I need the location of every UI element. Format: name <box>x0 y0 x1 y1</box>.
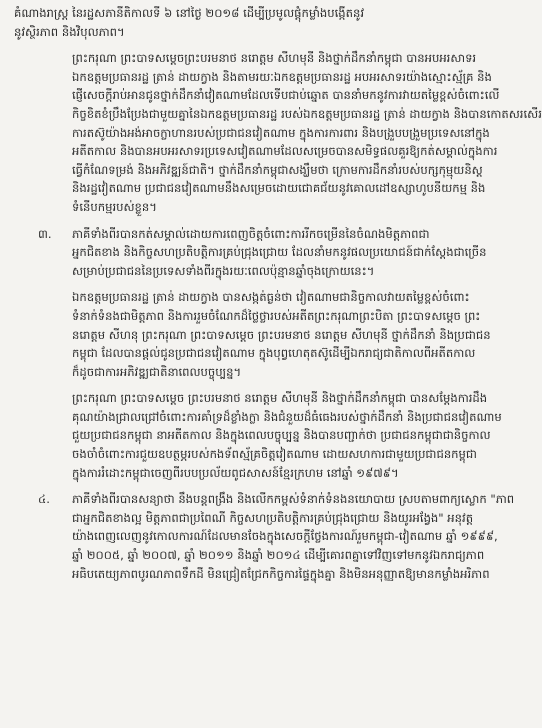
text-line: ក្នុងការរំដោះកម្ពុជាចេញពីរបបប្រល័យពូជសាសន៍ខ្មែរក្រហម នៅឆ្នាំ ១៩៧៩។ <box>72 465 399 480</box>
paragraph-king-congratulations <box>14 49 542 216</box>
paragraph-president-appreciation <box>14 288 491 381</box>
text-line: កម្ពុជា ដែលបានផ្ដល់ជូនប្រជាជនវៀតណាម ក្នុងបុព្វហេតុតស៊ូដើម្បីឯករាជ្យជាតិកាលពីអតីតកាល <box>72 346 476 361</box>
numbered-item-3 <box>14 225 488 281</box>
paragraph-king-gratitude <box>14 389 502 482</box>
text-line: ទំនាក់ទំនងជាមិត្តភាព និងការរួមចំណែកដ៏ថ្លៃថ្លារបស់អតីតព្រះករុណាព្រះបិតា ព្រះបាទសម្ដេច ព្រះ <box>72 308 481 323</box>
text-line: យ៉ាងពេញលេញនូវកោលការណ៍ដែលមានចែងក្នុងសេចក្ដីថ្លែងការណ៍រួមកម្ពុជា-វៀតណាម ឆ្នាំ ១៩៩៩, <box>72 529 498 544</box>
text-line: អ្នកជិតខាង និងកិច្ចសហប្រតិបត្តិការគ្រប់ជ្រុងជ្រោយ ដែលនាំមកនូវផលប្រយោជន៍ជាក់ស្ដែងជាច្រើន <box>72 245 487 260</box>
text-line: នូវស្ថិរភាព និងវិបុលភាព។ <box>14 24 125 39</box>
item-number: ៣. <box>38 226 52 241</box>
text-line: ឯកឧត្ដមប្រធានរដ្ឋ ត្រាន់ ដាយក្វាង បានសង្កត់ធ្ងន់ថា វៀតណាមជានិច្ចកាលវាយតម្លៃខ្ពស់ចំពោះ <box>72 290 470 305</box>
text-line: សម្រាប់ប្រជាជននៃប្រទេសទាំងពីរក្នុងរយៈពេលប៉ុន្មានឆ្នាំចុងក្រោយនេះ។ <box>72 263 375 278</box>
numbered-item-4 <box>14 490 515 583</box>
text-line: កិច្ចខិតខំប្រឹងប្រែងជាមួយគ្នានៃឯកឧត្ដមប្រធានរដ្ឋ របស់ឯកឧត្ដមប្រធានរដ្ឋ ត្រាន់ ដាយក្វាង និងបានកោតសរសើរ <box>72 106 542 121</box>
text-line: ចងចាំចំពោះការជួយឧបត្ថម្ភរបស់កងទ័ពស្ម័គ្រចិត្តវៀតណាម ដោយសហការជាមួយប្រជាជនកម្ពុជា <box>72 447 477 462</box>
text-line: ព្រះករុណា ព្រះបាទសម្ដេច ព្រះបរមនាថ នរោត្ដម សីហមុនី និងថ្នាក់ដឹកនាំកម្ពុជា បានសម្ដែងការដឹង <box>72 391 488 406</box>
text-line: ការតស៊ូយ៉ាងអង់អាចក្លាហានរបស់ប្រជាជនវៀតណាម ក្នុងការការពារ និងបង្រួបបង្រួមប្រទេសនៅក្នុង <box>72 125 490 140</box>
text-line: និងរដ្ឋវៀតណាម ប្រជាជនវៀតណាមនឹងសម្រេចដោយជោគជ័យនូវគោលដៅឧស្សាហូបនីយកម្ម និង <box>72 181 486 196</box>
text-line: អធិបតេយ្យភាពបូរណភាពទឹកដី មិនជ្រៀតជ្រែកកិច្ចការផ្ទៃក្នុងគ្នា និងមិនអនុញ្ញាតឱ្យមានកម្លាំងអរិភាព <box>72 566 490 581</box>
text-line: ទំនើបកម្មរបស់ខ្លួន។ <box>72 199 157 214</box>
text-line: ជួយប្រជាជនកម្ពុជា នាអតីតកាល និងក្នុងពេលបច្ចុប្បន្ន និងបានបញ្ជាក់ថា ប្រជាជនកម្ពុជាជានិច្ចកាល <box>72 428 491 443</box>
text-line: គំណាងរាស្ត្រ នៃរដ្ឋសភានីតិកាលទី ៦ នៅថ្ងៃ ២០១៨ ដើម្បីប្រមូលផ្ដុំកម្លាំងបង្កើតនូវ <box>14 6 365 20</box>
text-line: ភាគីទាំងពីរបានសន្យាថា នឹងបន្តពង្រឹង និងលើកកម្ពស់ទំនាក់ទំនងនយោបាយ ស្របតាមពាក្យស្លោក "ភាព <box>72 492 515 507</box>
text-line: ព្រះករុណា ព្រះបាទសម្ដេចព្រះបរមនាថ នរោត្ដម សីហមុនី និងថ្នាក់ដឹកនាំកម្ពុជា បានអបអរសាទរ <box>72 51 477 66</box>
text-line: ភាគីទាំងពីរបានកត់សម្គាល់ដោយការពេញចិត្តចំពោះការរីកចម្រើននៃចំណងមិត្តភាពជា <box>72 226 430 241</box>
intro-paragraph <box>14 4 488 41</box>
text-line: ផ្ញើសេចក្ដីរាប់អានជូនថ្នាក់ដឹកនាំវៀតណាមដែលទើបជាប់ឆ្នោត បាននាំមកនូវការវាយតម្លៃខ្ពស់ចំពោះលើ <box>72 88 500 103</box>
text-line: ក៏ដូចជាការអភិវឌ្ឍជាតិនាពេលបច្ចុប្បន្ន។ <box>72 364 242 379</box>
text-line: ធ្វើកំណែទម្រង់ និងអភិវឌ្ឍន៍ជាតិ។ ថ្នាក់ដឹកនាំកម្ពុជាសង្ឃឹមថា ក្រោមការដឹកនាំរបស់បក្សកុម្មុយនិស្ដ <box>72 162 483 177</box>
text-line: អតីតកាល និងបានអបអរសាទរប្រទេសវៀតណាមដែលសម្រេចបានសមិទ្ធផលគួរឱ្យកត់សម្គាល់ក្នុងការ <box>72 144 498 159</box>
text-line: ឯកឧត្ដមប្រធានរដ្ឋ ត្រាន់ ដាយក្វាង និងតាមរយៈឯកឧត្ដមប្រធានរដ្ឋ អបអរសាទរយ៉ាងស្មោះស្ម័គ្រ និង <box>72 69 492 84</box>
text-line: ជាអ្នកជិតខាងល្អ មិត្តភាពជាប្រពៃណី កិច្ចសហប្រតិបត្តិការគ្រប់ជ្រុងជ្រោយ និងយូរអង្វែង" អនុវត្ត <box>72 510 474 525</box>
item-number: ៤. <box>38 492 50 507</box>
text-line: នរោត្ដម សីហនុ ព្រះករុណា ព្រះបាទសម្ដេច ព្រះបរមនាថ នរោត្ដម សីហមុនី ថ្នាក់ដឹកនាំ និងប្រជាជន <box>72 327 491 342</box>
text-line: ឆ្នាំ ២០០៥, ឆ្នាំ ២០០៧, ឆ្នាំ ២០១១ និងឆ្នាំ ២០១៤ ដើម្បីគោរពគ្នាទៅវិញទៅមកនូវឯករាជ្យភាព <box>72 548 485 563</box>
text-line: គុណយ៉ាងជ្រាលជ្រៅចំពោះការគាំទ្រដ៏ខ្លាំងក្លា និងជំនួយដ៏ធំធេងរបស់ថ្នាក់ដឹកនាំ និងប្រជាជនវៀតណាម <box>72 409 502 424</box>
